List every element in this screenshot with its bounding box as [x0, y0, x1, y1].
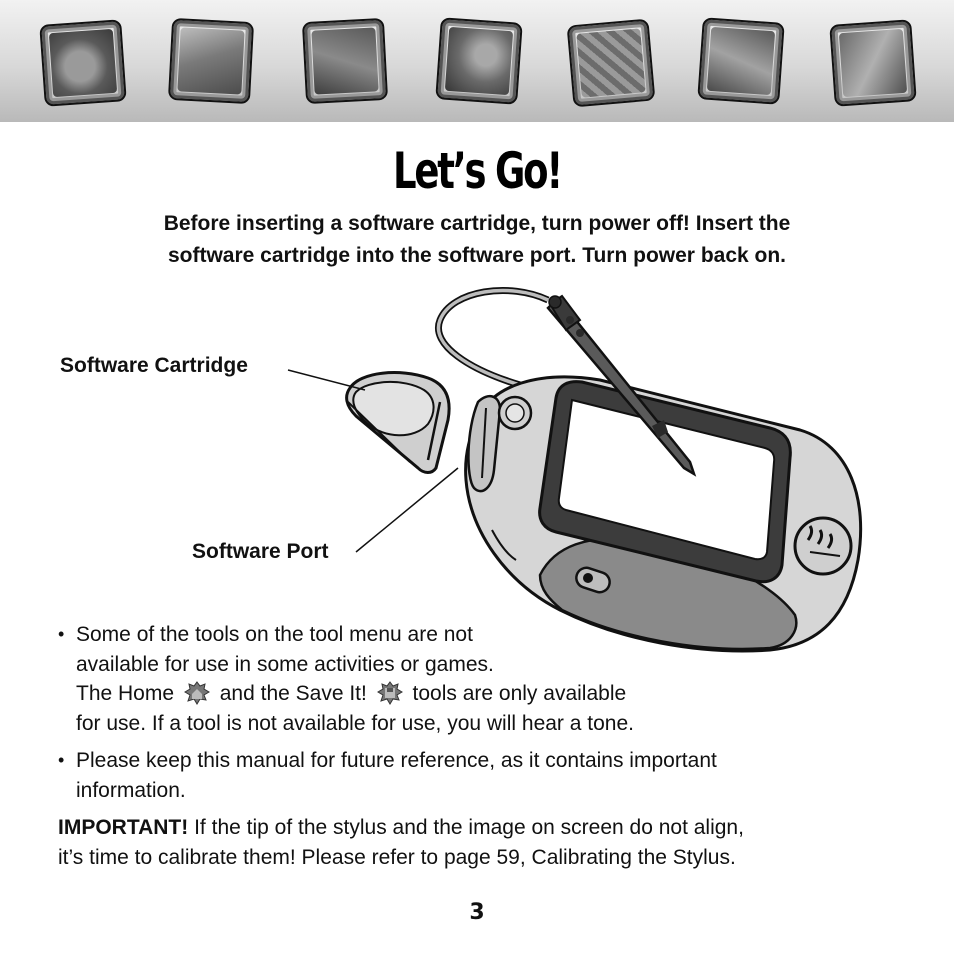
- note-tools-availability: [58, 620, 878, 738]
- important-text-1: If the tip of the stylus and the image on screen do not align,: [188, 816, 744, 839]
- intro-line-2: software cartridge into the software port. Turn power back on.: [167, 244, 787, 267]
- handheld-device: [466, 377, 861, 651]
- note-1-line-3c: tools are only available: [412, 682, 627, 705]
- page-title: Let’s Go!: [392, 142, 562, 200]
- page-number: 3: [469, 900, 485, 925]
- home-tool-icon: [184, 680, 210, 706]
- important-label: IMPORTANT!: [58, 816, 189, 839]
- speaker-emblem: [795, 518, 851, 574]
- port-leader-line: [356, 468, 458, 552]
- notes-list: [58, 620, 878, 813]
- note-2-line-2: information.: [76, 778, 186, 802]
- software-port-label: Software Port: [192, 540, 329, 563]
- important-text-2: it’s time to calibrate them! Please refer to page 59, Calibrating the Stylus.: [58, 846, 736, 869]
- save-it-tool-icon: [377, 680, 403, 706]
- note-1-line-4: for use. If a tool is not available for use, you will hear a tone.: [76, 711, 634, 735]
- note-1-line-1: Some of the tools on the tool menu are not: [76, 623, 473, 646]
- intro-line-1: Before inserting a software cartridge, turn power off! Insert the: [163, 212, 791, 235]
- note-2-line-1: Please keep this manual for future reference, as it contains important: [76, 749, 717, 772]
- note-keep-manual: [58, 746, 878, 805]
- note-1-line-3a: The Home: [76, 682, 175, 705]
- cartridge-leader-line: [288, 370, 365, 390]
- important-note: [58, 813, 888, 873]
- software-cartridge: [347, 373, 449, 473]
- note-1-line-2: available for use in some activities or games.: [76, 652, 494, 676]
- software-cartridge-label: Software Cartridge: [60, 354, 248, 377]
- note-1-line-3b: and the Save It!: [219, 682, 367, 705]
